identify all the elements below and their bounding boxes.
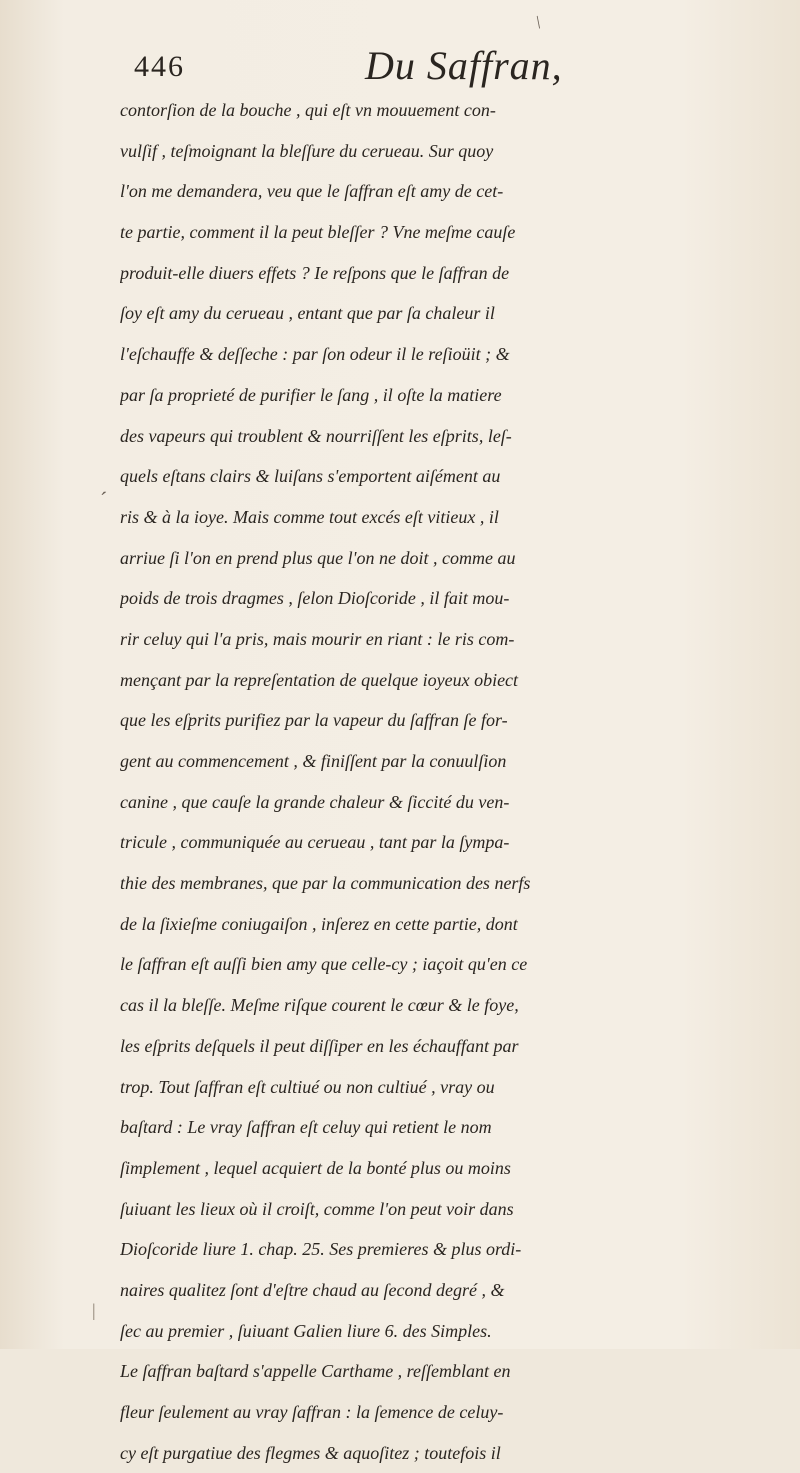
running-title: Du Saffran, xyxy=(365,43,563,88)
text-line: produit-elle diuers effets ? Ie reſpons que le ſaffran de xyxy=(120,262,510,283)
text-line: trop. Tout ſaffran eſt cultiué ou non cultiué , vray ou xyxy=(120,1076,495,1097)
text-line: ſimplement , lequel acquiert de la bonté plus ou moins xyxy=(120,1157,511,1178)
text-line: quels eſtans clairs & luiſans s'emportent aiſément au xyxy=(120,466,501,487)
text-line: ris & à la ioye. Mais comme tout excés eſt vitieux , il xyxy=(120,506,499,527)
text-line: ſec au premier , ſuiuant Galien liure 6. des Simples. xyxy=(120,1320,492,1341)
page-number: 446 xyxy=(134,50,185,83)
text-line: gent au commencement , & finiſſent par la conuulſion xyxy=(120,751,507,771)
text-line: par ſa proprieté de purifier le ſang , il oſte la matiere xyxy=(120,384,502,405)
text-line: poids de trois dragmes , ſelon Dioſcoride , il fait mou- xyxy=(120,588,510,609)
text-line: mençant par la repreſentation de quelque ioyeux obiect xyxy=(120,669,519,690)
margin-mark: | xyxy=(92,1300,96,1320)
text-line: les eſprits deſquels il peut diſſiper en les échauffant par xyxy=(120,1035,519,1056)
text-line: tricule , communiquée au cerueau , tant par la ſympa- xyxy=(120,832,510,853)
ink-mark: / xyxy=(531,12,546,32)
text-line: baſtard : Le vray ſaffran eſt celuy qui retient le nom xyxy=(120,1117,492,1138)
text-line: l'on me demandera, veu que le ſaffran eſt amy de cet- xyxy=(120,181,504,202)
text-line: cas il la bleſſe. Meſme riſque courent le cœur & le foye, xyxy=(120,995,519,1016)
text-line: vulſif , teſmoignant la bleſſure du cerueau. Sur quoy xyxy=(120,140,494,161)
text-line: de la ſixieſme coniugaiſon , inſerez en cette partie, dont xyxy=(120,913,518,934)
text-line: naires qualitez ſont d'eſtre chaud au ſecond degré , & xyxy=(120,1279,505,1300)
text-line: cy eſt purgatiue des flegmes & aquoſitez ; toutefois il xyxy=(120,1442,501,1463)
text-line: ſuiuant les lieux où il croiſt, comme l'on peut voir dans xyxy=(120,1198,514,1219)
text-line: contorſion de la bouche , qui eſt vn mouuement con- xyxy=(120,100,496,120)
text-line: thie des membranes, que par la communication des nerfs xyxy=(120,873,531,894)
text-line: Le ſaffran baſtard s'appelle Carthame , reſſemblant en xyxy=(120,1361,511,1382)
text-line: ſoy eſt amy du cerueau , entant que par ſa chaleur il xyxy=(120,303,495,324)
text-line: Dioſcoride liure 1. chap. 25. Ses premieres & plus ordi- xyxy=(120,1239,522,1260)
margin-mark: ´ xyxy=(100,487,108,512)
text-line: que les eſprits purifiez par la vapeur du ſaffran ſe for- xyxy=(120,710,508,731)
text-line: te partie, comment il la peut bleſſer ? Vne meſme cauſe xyxy=(120,222,516,243)
text-line: fleur ſeulement au vray ſaffran : la ſemence de celuy- xyxy=(120,1402,504,1422)
text-line: rir celuy qui l'a pris, mais mourir en riant : le ris com- xyxy=(120,628,515,649)
text-line: canine , que cauſe la grande chaleur & ſiccité du ven- xyxy=(120,791,510,812)
text-line: l'eſchauffe & deſſeche : par ſon odeur il le reſioüit ; & xyxy=(120,344,510,365)
text-line: des vapeurs qui troublent & nourriſſent les eſprits, leſ- xyxy=(120,425,512,446)
text-line: arriue ſi l'on en prend plus que l'on ne doit , comme au xyxy=(120,547,516,568)
body-text xyxy=(120,90,800,1473)
text-line: le ſaffran eſt auſſi bien amy que celle-cy ; iaçoit qu'en ce xyxy=(120,954,528,975)
